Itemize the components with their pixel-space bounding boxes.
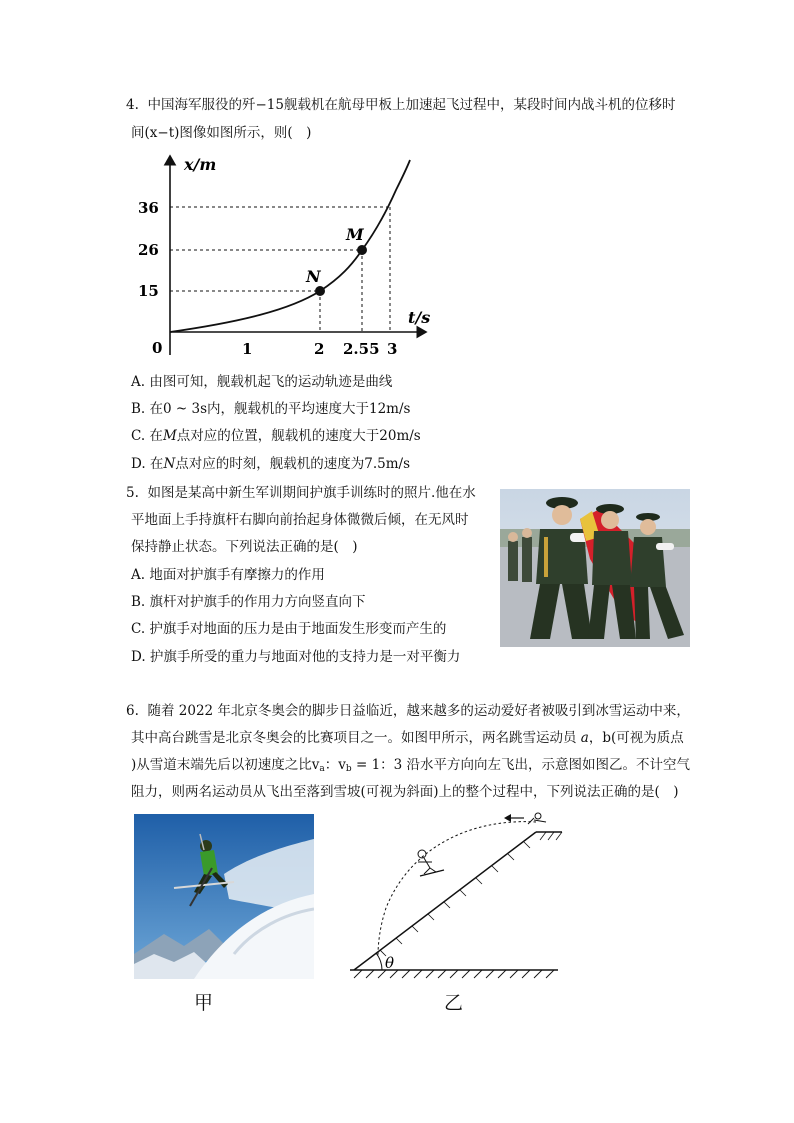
q4-option-a[interactable]: A. 由图可知，舰载机起飞的运动轨迹是曲线 bbox=[131, 374, 393, 390]
caption-jia: 甲 bbox=[194, 992, 214, 1014]
q4-number: 4. bbox=[126, 97, 139, 113]
caption-yi: 乙 bbox=[444, 992, 464, 1014]
point-N-label: N bbox=[306, 267, 321, 286]
x-tick-3: 3 bbox=[387, 340, 398, 358]
x-tick-1: 1 bbox=[242, 340, 253, 358]
ski-jump-photo bbox=[134, 814, 314, 979]
q4-option-d[interactable] bbox=[131, 455, 410, 473]
angle-theta: θ bbox=[385, 954, 395, 972]
angle-arc bbox=[376, 953, 382, 970]
q6-var-a: a bbox=[580, 730, 589, 746]
q6-stem-line2-pre: 其中高台跳雪是北京冬奥会的比赛项目之一。如图甲所示，两名跳雪运动员 bbox=[131, 730, 577, 746]
q4-option-c-text: 点对应的位置，舰载机的速度大于20m/s bbox=[176, 428, 421, 444]
q4-option-d-prefix: D. 在 bbox=[131, 456, 164, 472]
y-tick-36: 36 bbox=[138, 199, 159, 217]
q4-stem-line2: 间(x−t)图像如图所示，则( ) bbox=[131, 125, 312, 141]
x-tick-2-55: 2.55 bbox=[343, 340, 380, 358]
q4-option-c-prefix: C. 在 bbox=[131, 428, 163, 444]
q6-stem-line3-post: = 1：3 沿水平方向向左飞出，示意图如图乙。不计空气 bbox=[351, 757, 691, 773]
q5-option-c[interactable]: C. 护旗手对地面的压力是由于地面发生形变而产生的 bbox=[131, 621, 447, 637]
q4-option-d-var: N bbox=[163, 456, 176, 472]
origin-label: 0 bbox=[152, 339, 163, 357]
q6-stem-line2 bbox=[131, 729, 684, 747]
q4-option-d-text: 点对应的时刻，舰载机的速度为7.5m/s bbox=[175, 456, 410, 472]
q6-number: 6. bbox=[126, 703, 139, 719]
slope-line bbox=[354, 832, 536, 970]
y-tick-26: 26 bbox=[138, 241, 159, 259]
skier-top-icon bbox=[528, 813, 546, 824]
q4-option-c-var: M bbox=[162, 428, 177, 444]
q5-option-d[interactable]: D. 护旗手所受的重力与地面对他的支持力是一对平衡力 bbox=[131, 649, 461, 665]
q6-stem-line2-mid: ，b(可视为质点 bbox=[588, 730, 684, 746]
q4-option-b[interactable]: B. 在0 ~ 3s内，舰载机的平均速度大于12m/s bbox=[131, 401, 411, 417]
x-axis-label: t/s bbox=[408, 308, 431, 327]
q4-xt-graph bbox=[130, 150, 440, 365]
trajectory bbox=[378, 822, 536, 956]
q6-sub-b: b bbox=[345, 764, 352, 774]
q5-stem-text: 如图是某高中新生军训期间护旗手训练时的照片.他在水 bbox=[147, 485, 476, 501]
q5-number: 5. bbox=[126, 485, 139, 501]
point-M-label: M bbox=[346, 225, 364, 244]
q5-option-b[interactable]: B. 旗杆对护旗手的作用力方向竖直向下 bbox=[131, 594, 366, 610]
y-axis-label: x/m bbox=[184, 155, 217, 174]
q5-option-a[interactable]: A. 地面对护旗手有摩擦力的作用 bbox=[131, 567, 325, 583]
q4-stem-text: 中国海军服役的歼−15舰载机在航母甲板上加速起飞过程中，某段时间内战斗机的位移时 bbox=[147, 97, 676, 113]
xt-curve bbox=[170, 160, 410, 332]
q6-stem-text: 随着 2022 年北京冬奥会的脚步日益临近，越来越多的运动爱好者被吸引到冰雪运动中来， bbox=[147, 703, 690, 719]
ski-jump-schematic bbox=[340, 808, 570, 988]
skier-midair-icon bbox=[418, 850, 444, 876]
q6-sub-a: a bbox=[319, 764, 325, 774]
point-N bbox=[315, 286, 325, 296]
x-tick-2: 2 bbox=[314, 340, 325, 358]
q6-stem-line1 bbox=[126, 702, 690, 720]
q6-stem-line3 bbox=[131, 756, 690, 778]
point-M bbox=[357, 245, 367, 255]
q6-stem-line3-pre: )从雪道末端先后以初速度之比v bbox=[131, 757, 320, 773]
y-tick-15: 15 bbox=[138, 282, 159, 300]
q4-option-c[interactable] bbox=[131, 427, 421, 445]
q6-stem-line4: 阻力，则两名运动员从飞出至落到雪坡(可视为斜面)上的整个过程中，下列说法正确的是( ) bbox=[131, 784, 679, 800]
flag-guard-photo bbox=[500, 489, 690, 647]
q4-stem-line1 bbox=[126, 96, 675, 114]
q5-stem-line1 bbox=[126, 484, 476, 502]
q6-stem-line3-colon: ：v bbox=[324, 757, 346, 773]
q5-stem-line2: 平地面上手持旗杆右脚向前抬起身体微微后倾，在无风时 bbox=[131, 512, 469, 528]
q5-stem-line3: 保持静止状态。下列说法正确的是( ) bbox=[131, 539, 358, 555]
